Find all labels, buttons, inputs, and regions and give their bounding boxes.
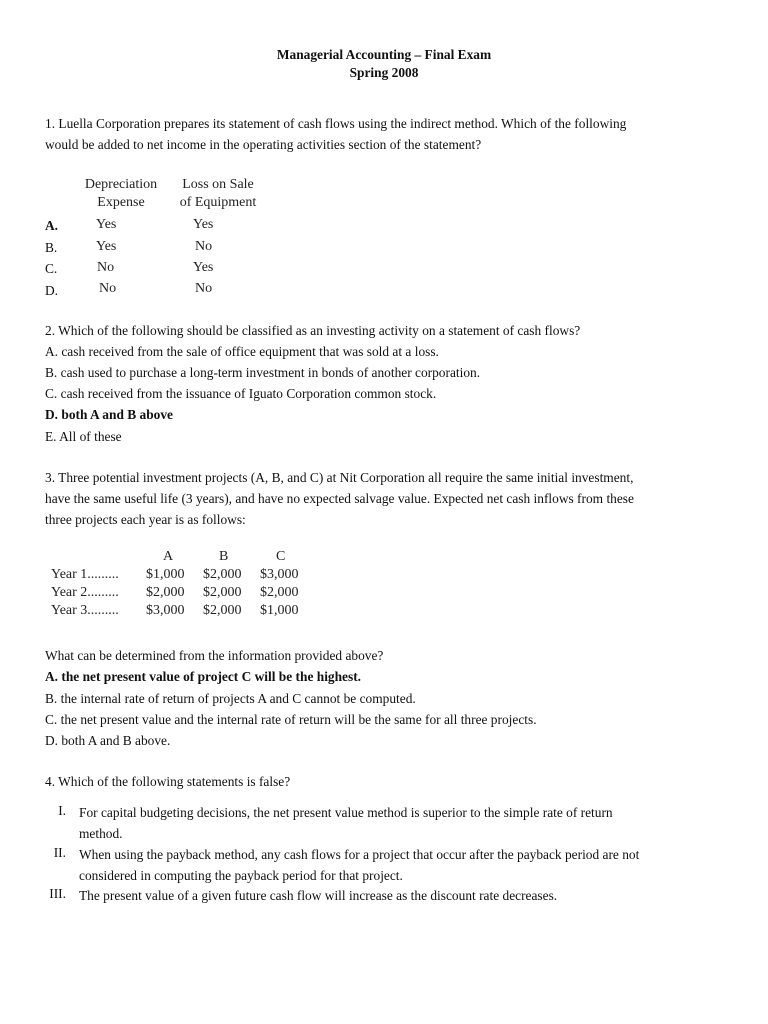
q3-col-header-a: A <box>163 549 174 564</box>
q1-row-c2: No <box>195 281 213 296</box>
q3-col-header-b: B <box>219 549 229 564</box>
q1-col1-line1: Depreciation <box>84 177 158 192</box>
q3-row-label: Year 3......... <box>51 603 119 618</box>
q3-row-label: Year 1......... <box>51 567 119 582</box>
q1-question-line2: would be added to net income in the operating activities section of the statement? <box>45 137 482 152</box>
q1-row-letter: B. <box>45 240 58 255</box>
q1-row-c1: No <box>97 260 115 275</box>
q3-cell-a: $1,000 <box>146 567 185 582</box>
q1-row-letter: C. <box>45 261 58 276</box>
q1-question-line1: 1. Luella Corporation prepares its statement of cash flows using the indirect method. Which of the following <box>45 116 627 131</box>
q3-col-header-c: C <box>276 549 286 564</box>
q3-question-line3: three projects each year is as follows: <box>45 512 246 527</box>
q3-cell-c: $2,000 <box>260 585 299 600</box>
exam-term: Spring 2008 <box>349 65 419 80</box>
q1-row-c2: No <box>195 239 213 254</box>
q1-row-c2: Yes <box>193 217 214 232</box>
q1-col2-line2: of Equipment <box>179 195 257 210</box>
q3-option-d: D. both A and B above. <box>45 733 171 748</box>
q1-col-header-depreciation <box>78 176 164 212</box>
q4-item-line2: method. <box>79 825 123 841</box>
q3-option-b: B. the internal rate of return of projects A and C cannot be computed. <box>45 691 416 706</box>
q3-question-line1: 3. Three potential investment projects (A, B, and C) at Nit Corporation all require the same initial investment, <box>45 470 634 485</box>
q3-cell-a: $3,000 <box>146 603 185 618</box>
q1-col1-line2: Expense <box>97 195 145 210</box>
q2-option-b: B. cash used to purchase a long-term investment in bonds of another corporation. <box>45 365 481 380</box>
q4-item-number: I. <box>58 803 66 818</box>
q4-item-line2: considered in computing the payback period for that project. <box>79 867 403 883</box>
q2-option-c: C. cash received from the issuance of Iguato Corporation common stock. <box>45 386 437 401</box>
q1-col2-line1: Loss on Sale <box>182 177 254 192</box>
q4-item-text <box>79 886 729 907</box>
q1-col-header-loss <box>172 176 264 212</box>
q4-item-number: III. <box>49 886 66 901</box>
q4-question: 4. Which of the following statements is false? <box>45 774 291 789</box>
q1-row-c1: Yes <box>96 217 117 232</box>
q4-item-number: II. <box>53 845 66 860</box>
q4-item-text <box>79 845 729 887</box>
exam-title: Managerial Accounting – Final Exam <box>276 47 492 62</box>
q3-cell-b: $2,000 <box>203 603 242 618</box>
q3-cell-c: $3,000 <box>260 567 299 582</box>
q2-option-d-correct: D. both A and B above <box>45 407 173 422</box>
q3-cell-c: $1,000 <box>260 603 299 618</box>
q2-question: 2. Which of the following should be classified as an investing activity on a statement of cash flows? <box>45 323 581 338</box>
q1-row-letter: D. <box>45 283 59 298</box>
q3-row-label: Year 2......... <box>51 585 119 600</box>
q3-cell-a: $2,000 <box>146 585 185 600</box>
q3-cell-b: $2,000 <box>203 585 242 600</box>
q2-option-e: E. All of these <box>45 429 122 444</box>
q4-item-line1: For capital budgeting decisions, the net present value method is superior to the simple rate of return <box>79 805 613 820</box>
q4-item-line1: The present value of a given future cash flow will increase as the discount rate decreases. <box>79 888 558 903</box>
q1-row-letter: A. <box>45 218 59 233</box>
q3-question-line2: have the same useful life (3 years), and have no expected salvage value. Expected net cash inflows from these <box>45 491 634 506</box>
q1-row-c2: Yes <box>193 260 214 275</box>
q3-option-c: C. the net present value and the internal rate of return will be the same for all three projects. <box>45 712 537 727</box>
q3-option-a-correct: A. the net present value of project C will be the highest. <box>45 669 362 684</box>
q1-row-c1: Yes <box>96 239 117 254</box>
q1-row-c1: No <box>99 281 117 296</box>
q2-option-a: A. cash received from the sale of office equipment that was sold at a loss. <box>45 344 439 359</box>
q3-prompt: What can be determined from the information provided above? <box>45 648 384 663</box>
exam-header <box>0 46 768 82</box>
q4-item-line1: When using the payback method, any cash flows for a project that occur after the payback period are not <box>79 847 640 862</box>
q3-cell-b: $2,000 <box>203 567 242 582</box>
q4-item-text <box>79 803 729 845</box>
